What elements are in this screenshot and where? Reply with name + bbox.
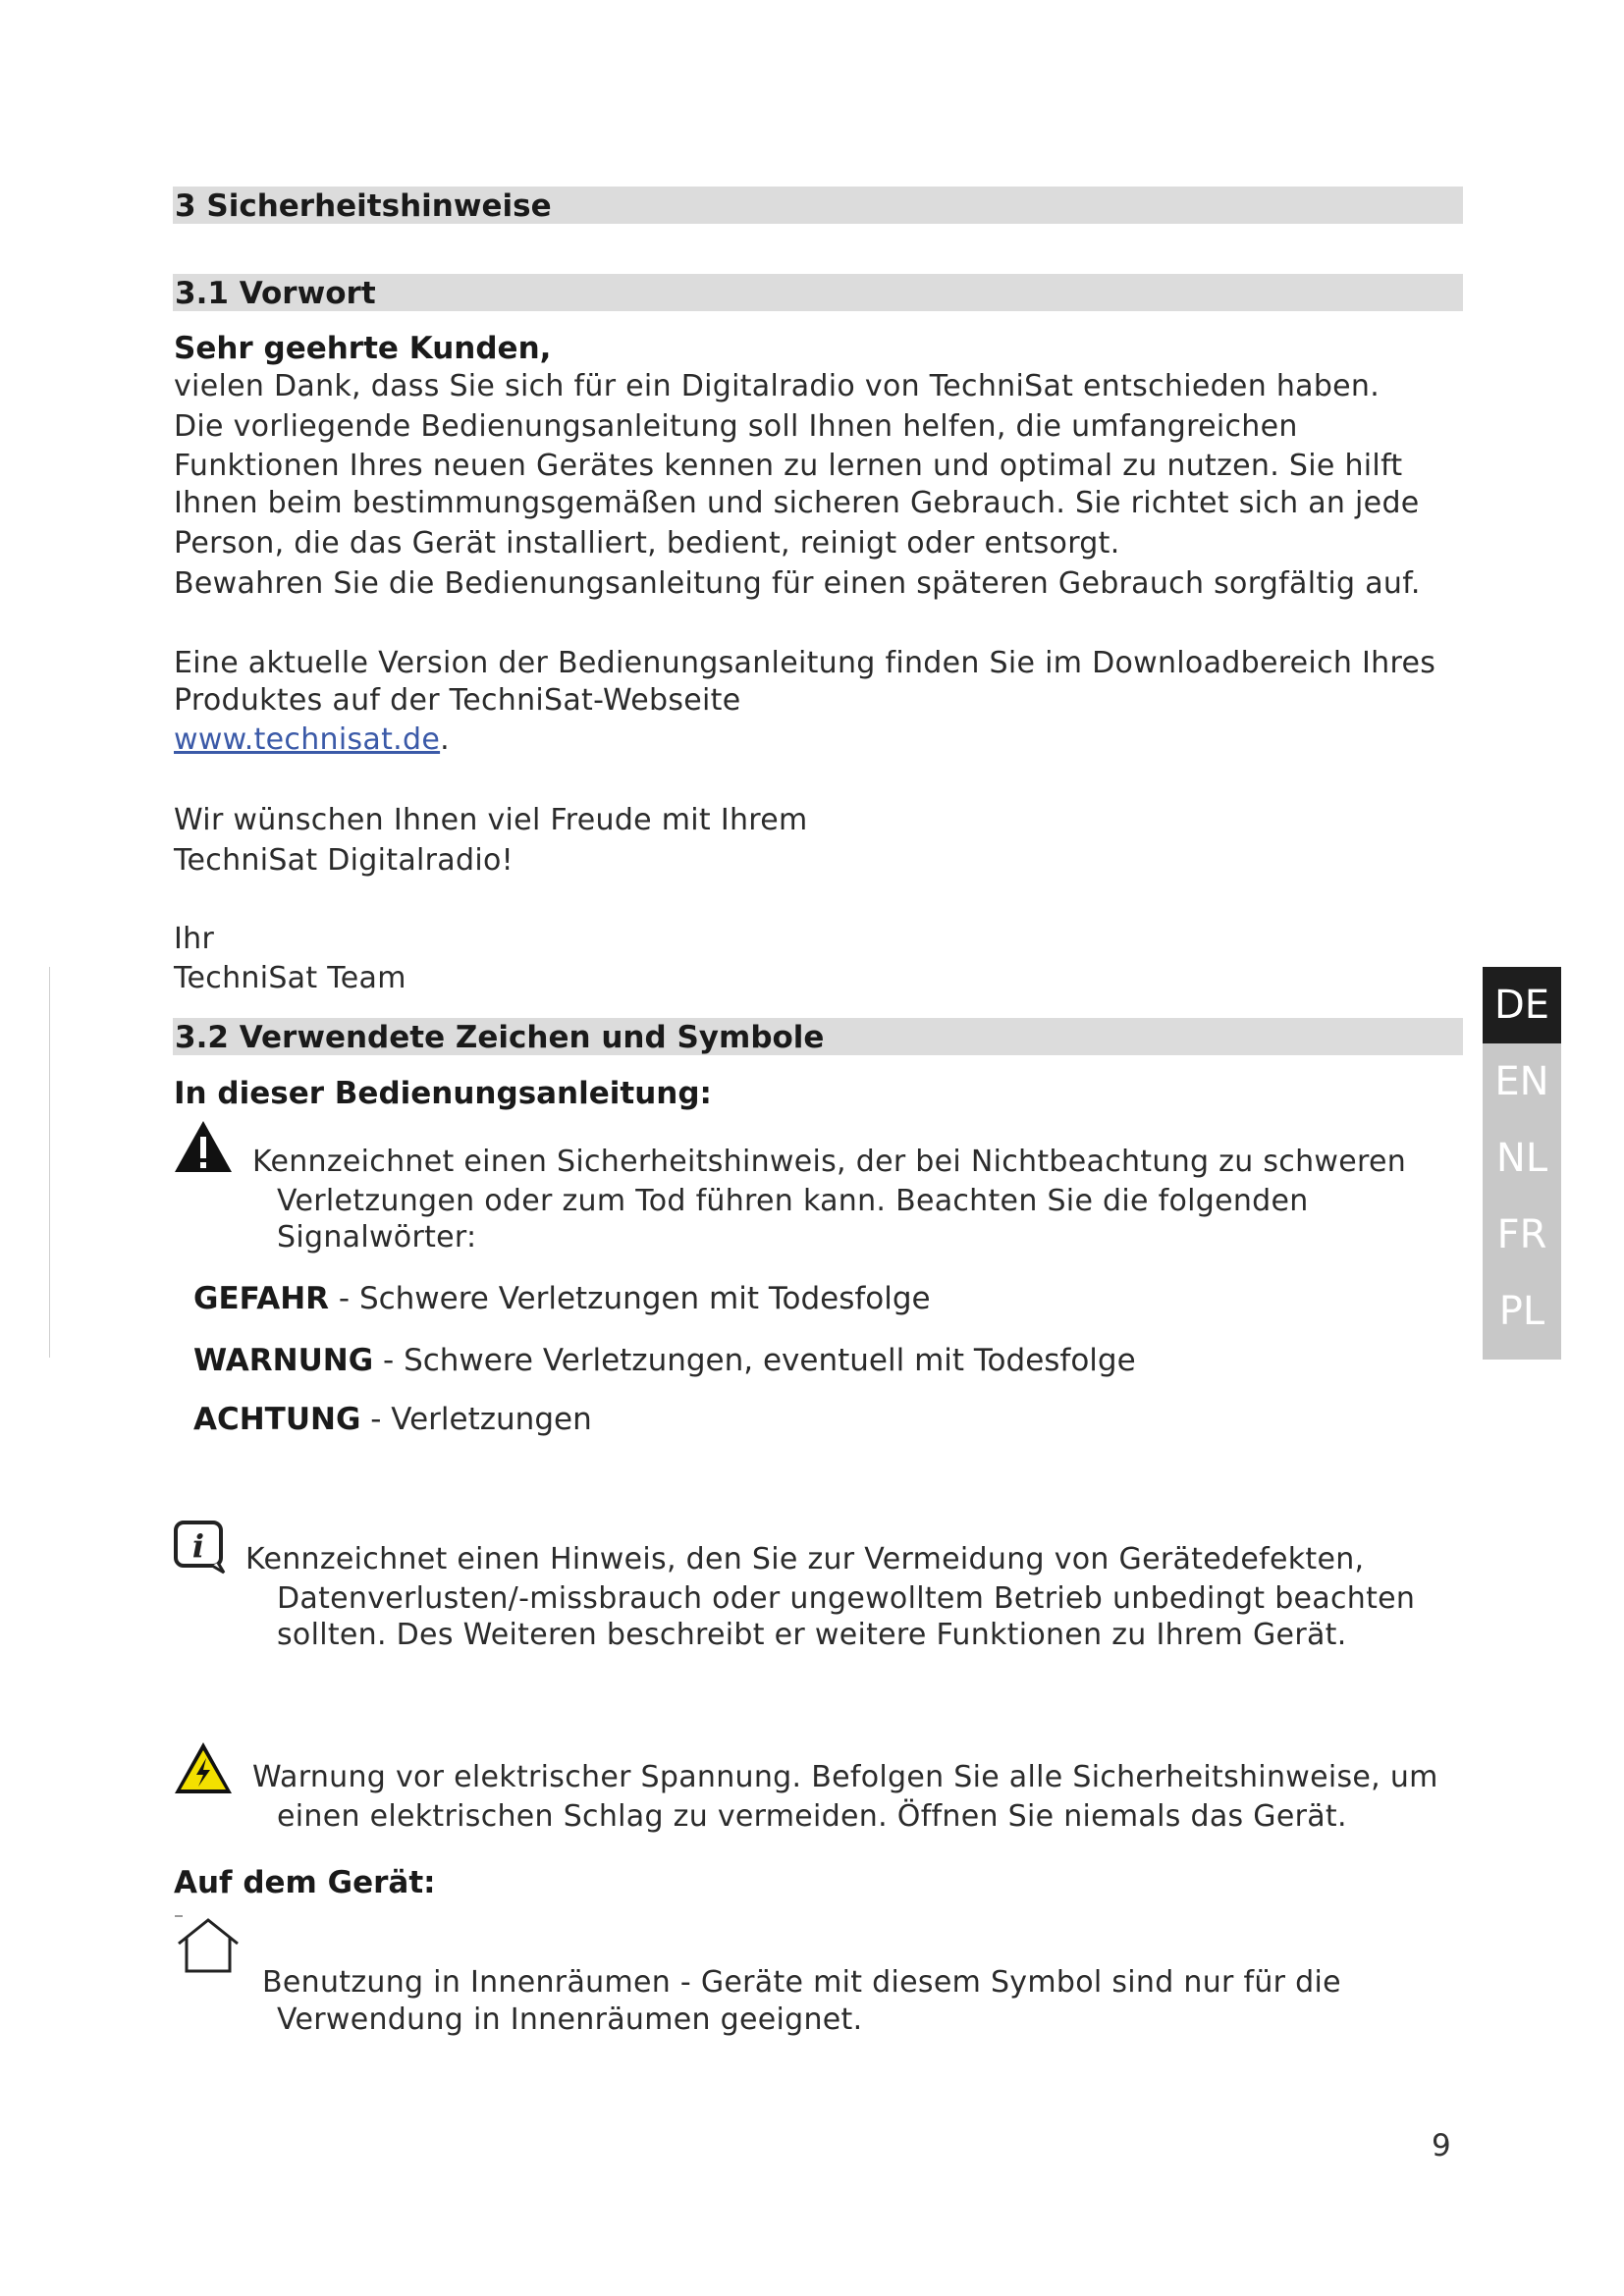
svg-text:i: i	[191, 1527, 205, 1565]
preface-line: Funktionen Ihres neuen Gerätes kennen zu lernen und optimal zu nutzen. Sie hilft	[174, 449, 1403, 483]
section-heading-3: 3 Sicherheitshinweise	[173, 187, 1463, 224]
device-subheading: Auf dem Gerät:	[174, 1865, 436, 1900]
website-link[interactable]: www.technisat.de	[174, 722, 441, 757]
warning-text: Kennzeichnet einen Sicherheitshinweis, der bei Nichtbeachtung zu schweren	[252, 1145, 1407, 1179]
margin-divider	[49, 967, 50, 1358]
preface-line: Person, die das Gerät installiert, bedient, reinigt oder entsorgt.	[174, 526, 1120, 561]
language-tab-en[interactable]: EN	[1494, 1059, 1549, 1104]
preface-line: Die vorliegende Bedienungsanleitung soll Ihnen helfen, die umfangreichen	[174, 409, 1298, 444]
signal-word: ACHTUNG	[193, 1402, 361, 1437]
section-heading-3-1: 3.1 Vorwort	[173, 274, 1463, 311]
preface-line: vielen Dank, dass Sie sich für ein Digitalradio von TechniSat entschieden haben.	[174, 369, 1380, 403]
warning-triangle-icon	[173, 1119, 234, 1174]
version-line: Produktes auf der TechniSat-Webseite	[174, 683, 741, 718]
language-tab-de[interactable]: DE	[1483, 967, 1561, 1043]
language-tab-pl[interactable]: PL	[1498, 1289, 1545, 1334]
info-text: sollten. Des Weiteren beschreibt er weitere Funktionen zu Ihrem Gerät.	[277, 1618, 1347, 1652]
signal-desc: - Verletzungen	[360, 1402, 592, 1437]
electric-text: Warnung vor elektrischer Spannung. Befolgen Sie alle Sicherheitshinweise, um	[252, 1760, 1438, 1794]
indoor-text: Verwendung in Innenräumen geeignet.	[277, 2002, 863, 2037]
house-icon	[173, 1914, 244, 1975]
signal-word-row	[193, 1343, 1136, 1378]
section-heading-3-2: 3.2 Verwendete Zeichen und Symbole	[173, 1018, 1463, 1055]
language-tab-nl[interactable]: NL	[1495, 1136, 1548, 1181]
indoor-text: Benutzung in Innenräumen - Geräte mit diesem Symbol sind nur für die	[262, 1965, 1341, 2000]
warning-text: Signalwörter:	[277, 1220, 477, 1255]
preface-line: Bewahren Sie die Bedienungsanleitung für einen späteren Gebrauch sorgfältig auf.	[174, 566, 1421, 601]
preface-line: Ihnen beim bestimmungsgemäßen und sicheren Gebrauch. Sie richtet sich an jede	[174, 486, 1420, 520]
info-icon	[173, 1520, 228, 1575]
manual-subheading: In dieser Bedienungsanleitung:	[174, 1076, 712, 1111]
salutation: Sehr geehrte Kunden,	[174, 331, 552, 366]
signal-word: WARNUNG	[193, 1343, 374, 1378]
page-number: 9	[1432, 2128, 1451, 2163]
closing-signature: TechniSat Team	[174, 961, 406, 995]
signal-desc: - Schwere Verletzungen, eventuell mit Todesfolge	[373, 1343, 1136, 1378]
electric-hazard-icon	[173, 1740, 234, 1795]
info-text: Kennzeichnet einen Hinweis, den Sie zur Vermeidung von Gerätedefekten,	[245, 1542, 1365, 1576]
wish-line: Wir wünschen Ihnen viel Freude mit Ihrem	[174, 803, 808, 837]
language-tabs	[1483, 967, 1561, 1360]
info-text: Datenverlusten/-missbrauch oder ungewolltem Betrieb unbedingt beachten	[277, 1581, 1416, 1616]
signal-desc: - Schwere Verletzungen mit Todesfolge	[329, 1281, 931, 1316]
signal-word-row	[193, 1402, 592, 1437]
link-suffix: .	[440, 722, 450, 757]
language-tab-fr[interactable]: FR	[1496, 1212, 1547, 1257]
signal-word-row	[193, 1281, 931, 1316]
version-line: Eine aktuelle Version der Bedienungsanleitung finden Sie im Downloadbereich Ihres	[174, 646, 1436, 680]
signal-word: GEFAHR	[193, 1281, 330, 1316]
warning-text: Verletzungen oder zum Tod führen kann. Beachten Sie die folgenden	[277, 1184, 1309, 1218]
closing-line: Ihr	[174, 922, 215, 956]
electric-text: einen elektrischen Schlag zu vermeiden. Öffnen Sie niemals das Gerät.	[277, 1799, 1347, 1834]
website-line	[174, 721, 450, 760]
wish-line: TechniSat Digitalradio!	[174, 843, 514, 878]
